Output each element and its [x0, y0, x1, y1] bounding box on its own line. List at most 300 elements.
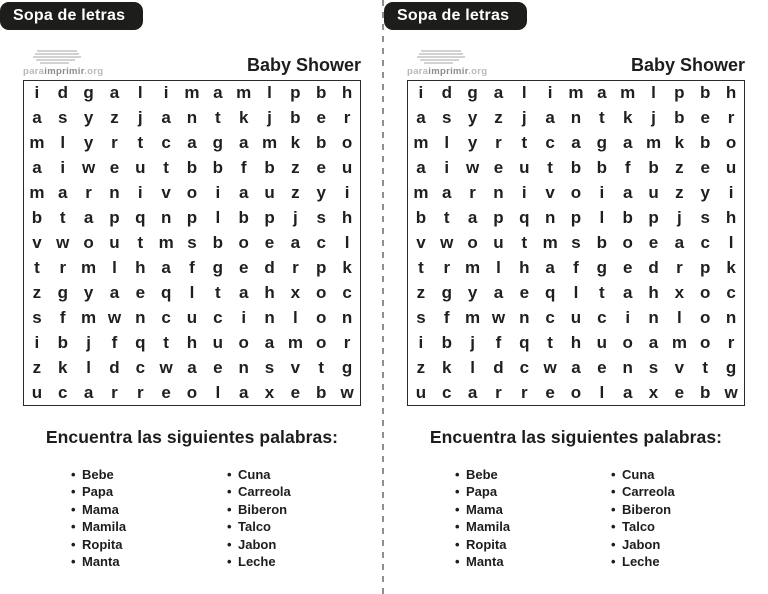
grid-letter: a	[622, 282, 633, 302]
grid-letter: c	[161, 133, 171, 153]
grid-letter: a	[238, 382, 249, 402]
grid-letter: k	[674, 133, 685, 153]
grid-letter: f	[624, 158, 631, 178]
grid-letter: e	[648, 232, 659, 252]
grid-letter: l	[215, 382, 221, 402]
grid-letter: x	[264, 382, 275, 402]
word-list-item	[71, 501, 227, 518]
grid-letter: o	[238, 332, 249, 352]
grid-letter: o	[570, 183, 582, 203]
grid-letter: b	[57, 332, 68, 352]
grid-letter: q	[160, 282, 172, 302]
grid-letter: u	[264, 183, 275, 203]
bullet-icon: •	[611, 554, 616, 570]
word-list-item	[71, 536, 227, 553]
grid-letter: a	[109, 83, 120, 103]
grid-letter: f	[59, 307, 66, 327]
grid-letter: c	[700, 232, 710, 252]
grid-letter: w	[81, 158, 96, 178]
grid-letter: a	[238, 183, 249, 203]
grid-letter: z	[416, 357, 426, 377]
grid-letter: h	[570, 332, 582, 352]
word-label: Leche	[238, 554, 276, 570]
grid-letter: g	[212, 257, 224, 277]
grid-letter: m	[29, 183, 45, 203]
grid-letter: a	[622, 133, 633, 153]
grid-letter: m	[413, 183, 429, 203]
word-list-item	[455, 536, 611, 553]
grid-letter: f	[443, 307, 450, 327]
grid-letter: r	[469, 183, 476, 203]
grid-letter: u	[186, 307, 198, 327]
grid-letter: m	[158, 232, 174, 252]
grid-letter: s	[571, 232, 581, 252]
grid-letter: l	[137, 83, 143, 103]
grid-letter: q	[135, 332, 146, 352]
grid-letter: e	[700, 158, 710, 178]
word-label: Talco	[622, 519, 655, 535]
bullet-icon: •	[611, 484, 616, 500]
bullet-icon: •	[455, 484, 460, 500]
grid-letter: g	[57, 282, 68, 302]
word-label: Manta	[82, 554, 120, 570]
grid-letter: m	[568, 83, 584, 103]
grid-letter: t	[547, 158, 553, 178]
grid-letter: c	[519, 357, 530, 377]
grid-letter: e	[316, 158, 326, 178]
word-list-item	[611, 553, 675, 570]
grid-letter: o	[467, 232, 478, 252]
word-list-column-2	[611, 466, 675, 570]
grid-letter: v	[161, 183, 171, 203]
grid-letter: z	[675, 183, 684, 203]
grid-letter: c	[316, 232, 326, 252]
grid-letter: l	[267, 83, 272, 103]
grid-letter: s	[700, 208, 710, 228]
grid-letter: o	[341, 133, 353, 153]
grid-letter: z	[110, 108, 119, 128]
word-label: Leche	[622, 554, 660, 570]
grid-letter: i	[241, 307, 247, 327]
grid-letter: d	[109, 357, 120, 377]
grid-letter: r	[443, 257, 451, 277]
grid-letter: i	[34, 83, 40, 103]
grid-letter: k	[622, 108, 633, 128]
letter-grid	[23, 80, 361, 406]
grid-letter: n	[544, 208, 556, 228]
grid-letter: q	[519, 208, 530, 228]
grid-letter: t	[215, 282, 221, 302]
grid-letter: e	[238, 257, 249, 277]
word-list-item	[227, 536, 291, 553]
grid-letter: e	[316, 108, 326, 128]
grid-letter: d	[264, 257, 275, 277]
grid-letter: m	[645, 133, 662, 153]
grid-letter: k	[290, 133, 301, 153]
grid-letter: l	[189, 282, 195, 302]
word-list-item	[455, 466, 611, 483]
word-label: Cuna	[238, 467, 271, 482]
bullet-icon: •	[611, 519, 616, 535]
word-label: Papa	[82, 484, 114, 500]
word-list	[407, 466, 745, 570]
grid-letter: r	[676, 257, 683, 277]
grid-letter: i	[625, 307, 631, 327]
grid-letter: e	[109, 158, 120, 178]
word-list-item	[611, 518, 675, 535]
grid-letter: a	[442, 183, 452, 203]
grid-letter: j	[677, 208, 682, 228]
grid-letter: t	[137, 232, 144, 252]
grid-letter: a	[32, 108, 42, 128]
grid-letter: t	[59, 208, 66, 228]
grid-letter: b	[186, 158, 198, 178]
grid-letter: u	[648, 183, 659, 203]
grid-letter: j	[267, 108, 272, 128]
grid-letter: v	[32, 232, 42, 252]
grid-letter: a	[571, 133, 581, 153]
grid-letter: p	[648, 208, 659, 228]
grid-letter: w	[491, 307, 506, 327]
grid-letter: a	[545, 257, 555, 277]
bullet-icon: •	[227, 484, 232, 500]
grid-letter: g	[341, 357, 353, 377]
grid-letter: p	[493, 208, 504, 228]
grid-letter: x	[290, 282, 301, 302]
word-list-item	[611, 536, 675, 553]
grid-letter: g	[212, 133, 224, 153]
grid-letter: o	[316, 307, 327, 327]
grid-letter: a	[264, 332, 275, 352]
word-list-item	[227, 483, 291, 500]
grid-letter: e	[161, 382, 171, 402]
grid-letter: y	[83, 133, 94, 153]
grid-letter: l	[344, 232, 350, 252]
word-label: Bebe	[82, 467, 114, 482]
grid-letter: o	[725, 133, 737, 153]
grid-letter: l	[599, 208, 605, 228]
logo-text: paraimprimir.org	[23, 65, 104, 77]
grid-letter: r	[727, 108, 735, 128]
grid-letter: e	[700, 108, 710, 128]
grid-letter: t	[547, 332, 553, 352]
grid-letter: x	[648, 382, 659, 402]
paper-stack-icon	[407, 49, 467, 67]
grid-letter: b	[596, 232, 608, 252]
grid-letter: i	[215, 183, 221, 203]
grid-letter: c	[135, 357, 146, 377]
grid-letter: m	[465, 257, 481, 277]
grid-letter: c	[726, 282, 736, 302]
grid-letter: v	[416, 232, 426, 252]
grid-letter: y	[83, 108, 94, 128]
grid-letter: z	[416, 282, 426, 302]
grid-letter: h	[725, 208, 737, 228]
word-list-item	[71, 466, 227, 483]
word-label: Mama	[466, 501, 503, 517]
bullet-icon: •	[611, 536, 616, 552]
grid-letter: y	[83, 282, 94, 302]
grid-letter: s	[187, 232, 197, 252]
bullet-icon: •	[71, 554, 76, 570]
grid-letter: i	[444, 158, 450, 178]
word-list-item	[611, 466, 675, 483]
grid-letter: w	[107, 307, 122, 327]
grid-letter: a	[416, 108, 426, 128]
brand-row	[407, 44, 745, 76]
word-list-item	[227, 518, 291, 535]
grid-letter: b	[238, 208, 249, 228]
grid-letter: c	[545, 133, 555, 153]
grid-letter: j	[86, 332, 91, 352]
panel-content	[23, 44, 361, 570]
grid-letter: d	[648, 257, 659, 277]
grid-letter: r	[520, 382, 528, 402]
word-list-item	[455, 518, 611, 535]
grid-letter: t	[163, 158, 169, 178]
word-label: Carreola	[238, 484, 291, 500]
grid-letter: l	[573, 282, 579, 302]
find-words-heading: Encuentra las siguientes palabras:	[429, 427, 723, 447]
grid-letter: s	[442, 108, 452, 128]
word-label: Biberon	[622, 501, 672, 517]
grid-letter: h	[135, 257, 146, 277]
grid-letter: a	[83, 208, 94, 228]
grid-letter: o	[700, 307, 711, 327]
grid-letter: m	[261, 133, 278, 153]
grid-letter: q	[519, 332, 530, 352]
grid-letter: u	[493, 232, 504, 252]
word-label: Jabon	[238, 536, 277, 552]
grid-letter: b	[264, 158, 275, 178]
grid-letter: z	[32, 357, 42, 377]
grid-letter: t	[599, 108, 605, 128]
site-logo	[23, 49, 103, 77]
grid-letter: l	[112, 257, 117, 277]
grid-letter: d	[493, 357, 504, 377]
bullet-icon: •	[71, 467, 76, 482]
grid-letter: v	[545, 183, 555, 203]
grid-letter: a	[187, 133, 197, 153]
grid-letter: f	[573, 257, 579, 277]
grid-letter: o	[570, 382, 582, 402]
grid-letter: h	[725, 83, 737, 103]
grid-letter: o	[186, 183, 198, 203]
word-list-column-2	[227, 466, 291, 570]
grid-letter: g	[441, 282, 452, 302]
brand-row	[23, 44, 361, 76]
grid-letter: m	[671, 332, 687, 352]
grid-letter: w	[340, 382, 354, 402]
grid-letter: e	[290, 382, 301, 402]
word-label: Ropita	[82, 536, 123, 552]
grid-letter: n	[570, 108, 582, 128]
bullet-icon: •	[71, 519, 76, 535]
grid-letter: a	[161, 257, 171, 277]
word-list-item	[455, 501, 611, 518]
grid-letter: o	[622, 332, 633, 352]
grid-letter: e	[519, 282, 530, 302]
bullet-icon: •	[71, 484, 76, 500]
grid-letter: a	[416, 158, 426, 178]
grid-letter: o	[700, 332, 711, 352]
grid-letter: j	[470, 332, 475, 352]
grid-letter: k	[238, 108, 249, 128]
grid-letter: a	[161, 108, 171, 128]
word-label: Cuna	[622, 467, 655, 482]
grid-letter: s	[32, 307, 42, 327]
grid-letter: u	[596, 332, 608, 352]
grid-letter: l	[677, 307, 682, 327]
page-title: Sopa de letras	[0, 2, 143, 30]
grid-letter: o	[316, 282, 327, 302]
grid-letter: x	[674, 282, 685, 302]
word-list-item	[71, 518, 227, 535]
grid-letter: l	[651, 83, 656, 103]
grid-letter: a	[467, 382, 478, 402]
grid-letter: h	[519, 257, 530, 277]
grid-letter: b	[441, 332, 452, 352]
grid-letter: r	[495, 133, 502, 153]
grid-letter: s	[416, 307, 426, 327]
grid-letter: e	[213, 357, 223, 377]
word-label: Mamila	[82, 519, 127, 535]
word-label: Jabon	[622, 536, 661, 552]
grid-letter: k	[342, 257, 352, 277]
grid-letter: r	[111, 382, 118, 402]
grid-letter: m	[236, 83, 252, 103]
grid-letter: c	[342, 282, 352, 302]
grid-letter: v	[290, 357, 301, 377]
word-list-item	[71, 553, 227, 570]
grid-letter: p	[700, 257, 711, 277]
grid-letter: u	[415, 382, 427, 402]
grid-letter: b	[31, 208, 43, 228]
bullet-icon: •	[71, 501, 76, 517]
grid-letter: n	[648, 307, 659, 327]
grid-letter: z	[32, 282, 42, 302]
grid-letter: a	[622, 382, 633, 402]
word-label: Bebe	[466, 467, 498, 482]
grid-letter: w	[440, 232, 454, 252]
grid-letter: c	[597, 307, 607, 327]
grid-letter: o	[622, 232, 633, 252]
grid-letter: r	[136, 382, 144, 402]
grid-letter: c	[161, 307, 171, 327]
bullet-icon: •	[227, 467, 232, 482]
grid-letter: o	[700, 282, 711, 302]
grid-letter: u	[212, 332, 224, 352]
grid-letter: j	[137, 108, 143, 128]
grid-letter: n	[519, 307, 530, 327]
word-list-item	[227, 466, 291, 483]
grid-letter: q	[135, 208, 146, 228]
grid-letter: i	[344, 183, 350, 203]
grid-letter: n	[725, 307, 737, 327]
grid-letter: y	[467, 133, 478, 153]
grid-letter: z	[291, 158, 300, 178]
grid-letter: i	[34, 332, 40, 352]
word-list-item	[611, 483, 675, 500]
grid-letter: b	[700, 382, 711, 402]
word-list-item	[455, 483, 611, 500]
grid-letter: y	[467, 108, 478, 128]
grid-letter: a	[674, 232, 685, 252]
grid-letter: b	[316, 83, 327, 103]
bullet-icon: •	[455, 536, 460, 552]
grid-letter: i	[163, 83, 169, 103]
grid-letter: t	[318, 357, 325, 377]
grid-letter: t	[702, 357, 709, 377]
grid-letter: e	[597, 357, 607, 377]
grid-letter: u	[570, 307, 582, 327]
grid-letter: g	[596, 133, 608, 153]
grid-letter: m	[465, 307, 481, 327]
grid-letter: o	[186, 382, 198, 402]
grid-letter: l	[60, 133, 66, 153]
grid-letter: i	[599, 183, 605, 203]
grid-letter: t	[163, 332, 169, 352]
grid-letter: f	[495, 332, 502, 352]
grid-letter: u	[31, 382, 43, 402]
grid-letter: h	[341, 83, 353, 103]
grid-letter: o	[316, 332, 327, 352]
bullet-icon: •	[455, 501, 460, 517]
puzzle-theme-title: Baby Shower	[630, 55, 745, 75]
grid-letter: e	[135, 282, 146, 302]
grid-letter: g	[467, 83, 478, 103]
grid-letter: h	[186, 332, 198, 352]
grid-letter: z	[291, 183, 300, 203]
grid-letter: h	[648, 282, 659, 302]
grid-letter: n	[109, 183, 120, 203]
grid-letter: l	[599, 382, 605, 402]
grid-letter: w	[543, 357, 557, 377]
grid-letter: c	[442, 382, 452, 402]
grid-letter: b	[212, 158, 224, 178]
grid-letter: a	[622, 183, 633, 203]
grid-letter: i	[547, 83, 553, 103]
grid-letter: d	[57, 83, 68, 103]
grid-letter: r	[727, 332, 735, 352]
grid-letter: g	[596, 257, 608, 277]
grid-letter: b	[700, 133, 711, 153]
grid-letter: r	[292, 257, 299, 277]
grid-letter: a	[109, 282, 120, 302]
grid-letter: m	[29, 133, 45, 153]
word-list-item	[455, 553, 611, 570]
grid-letter: l	[215, 208, 221, 228]
word-label: Mamila	[466, 519, 511, 535]
grid-letter: t	[34, 257, 40, 277]
word-list-item	[227, 501, 291, 518]
grid-letter: c	[213, 307, 223, 327]
grid-letter: d	[441, 83, 452, 103]
bullet-icon: •	[227, 519, 232, 535]
grid-letter: t	[521, 232, 528, 252]
grid-letter: h	[341, 208, 353, 228]
grid-letter: n	[135, 307, 146, 327]
grid-letter: a	[493, 282, 504, 302]
grid-letter: p	[290, 83, 301, 103]
grid-letter: n	[264, 307, 275, 327]
grid-letter: l	[496, 257, 501, 277]
grid-letter: n	[341, 307, 353, 327]
grid-letter: t	[418, 257, 424, 277]
page-title: Sopa de letras	[384, 2, 527, 30]
paper-stack-icon	[23, 49, 83, 67]
grid-letter: a	[571, 357, 581, 377]
